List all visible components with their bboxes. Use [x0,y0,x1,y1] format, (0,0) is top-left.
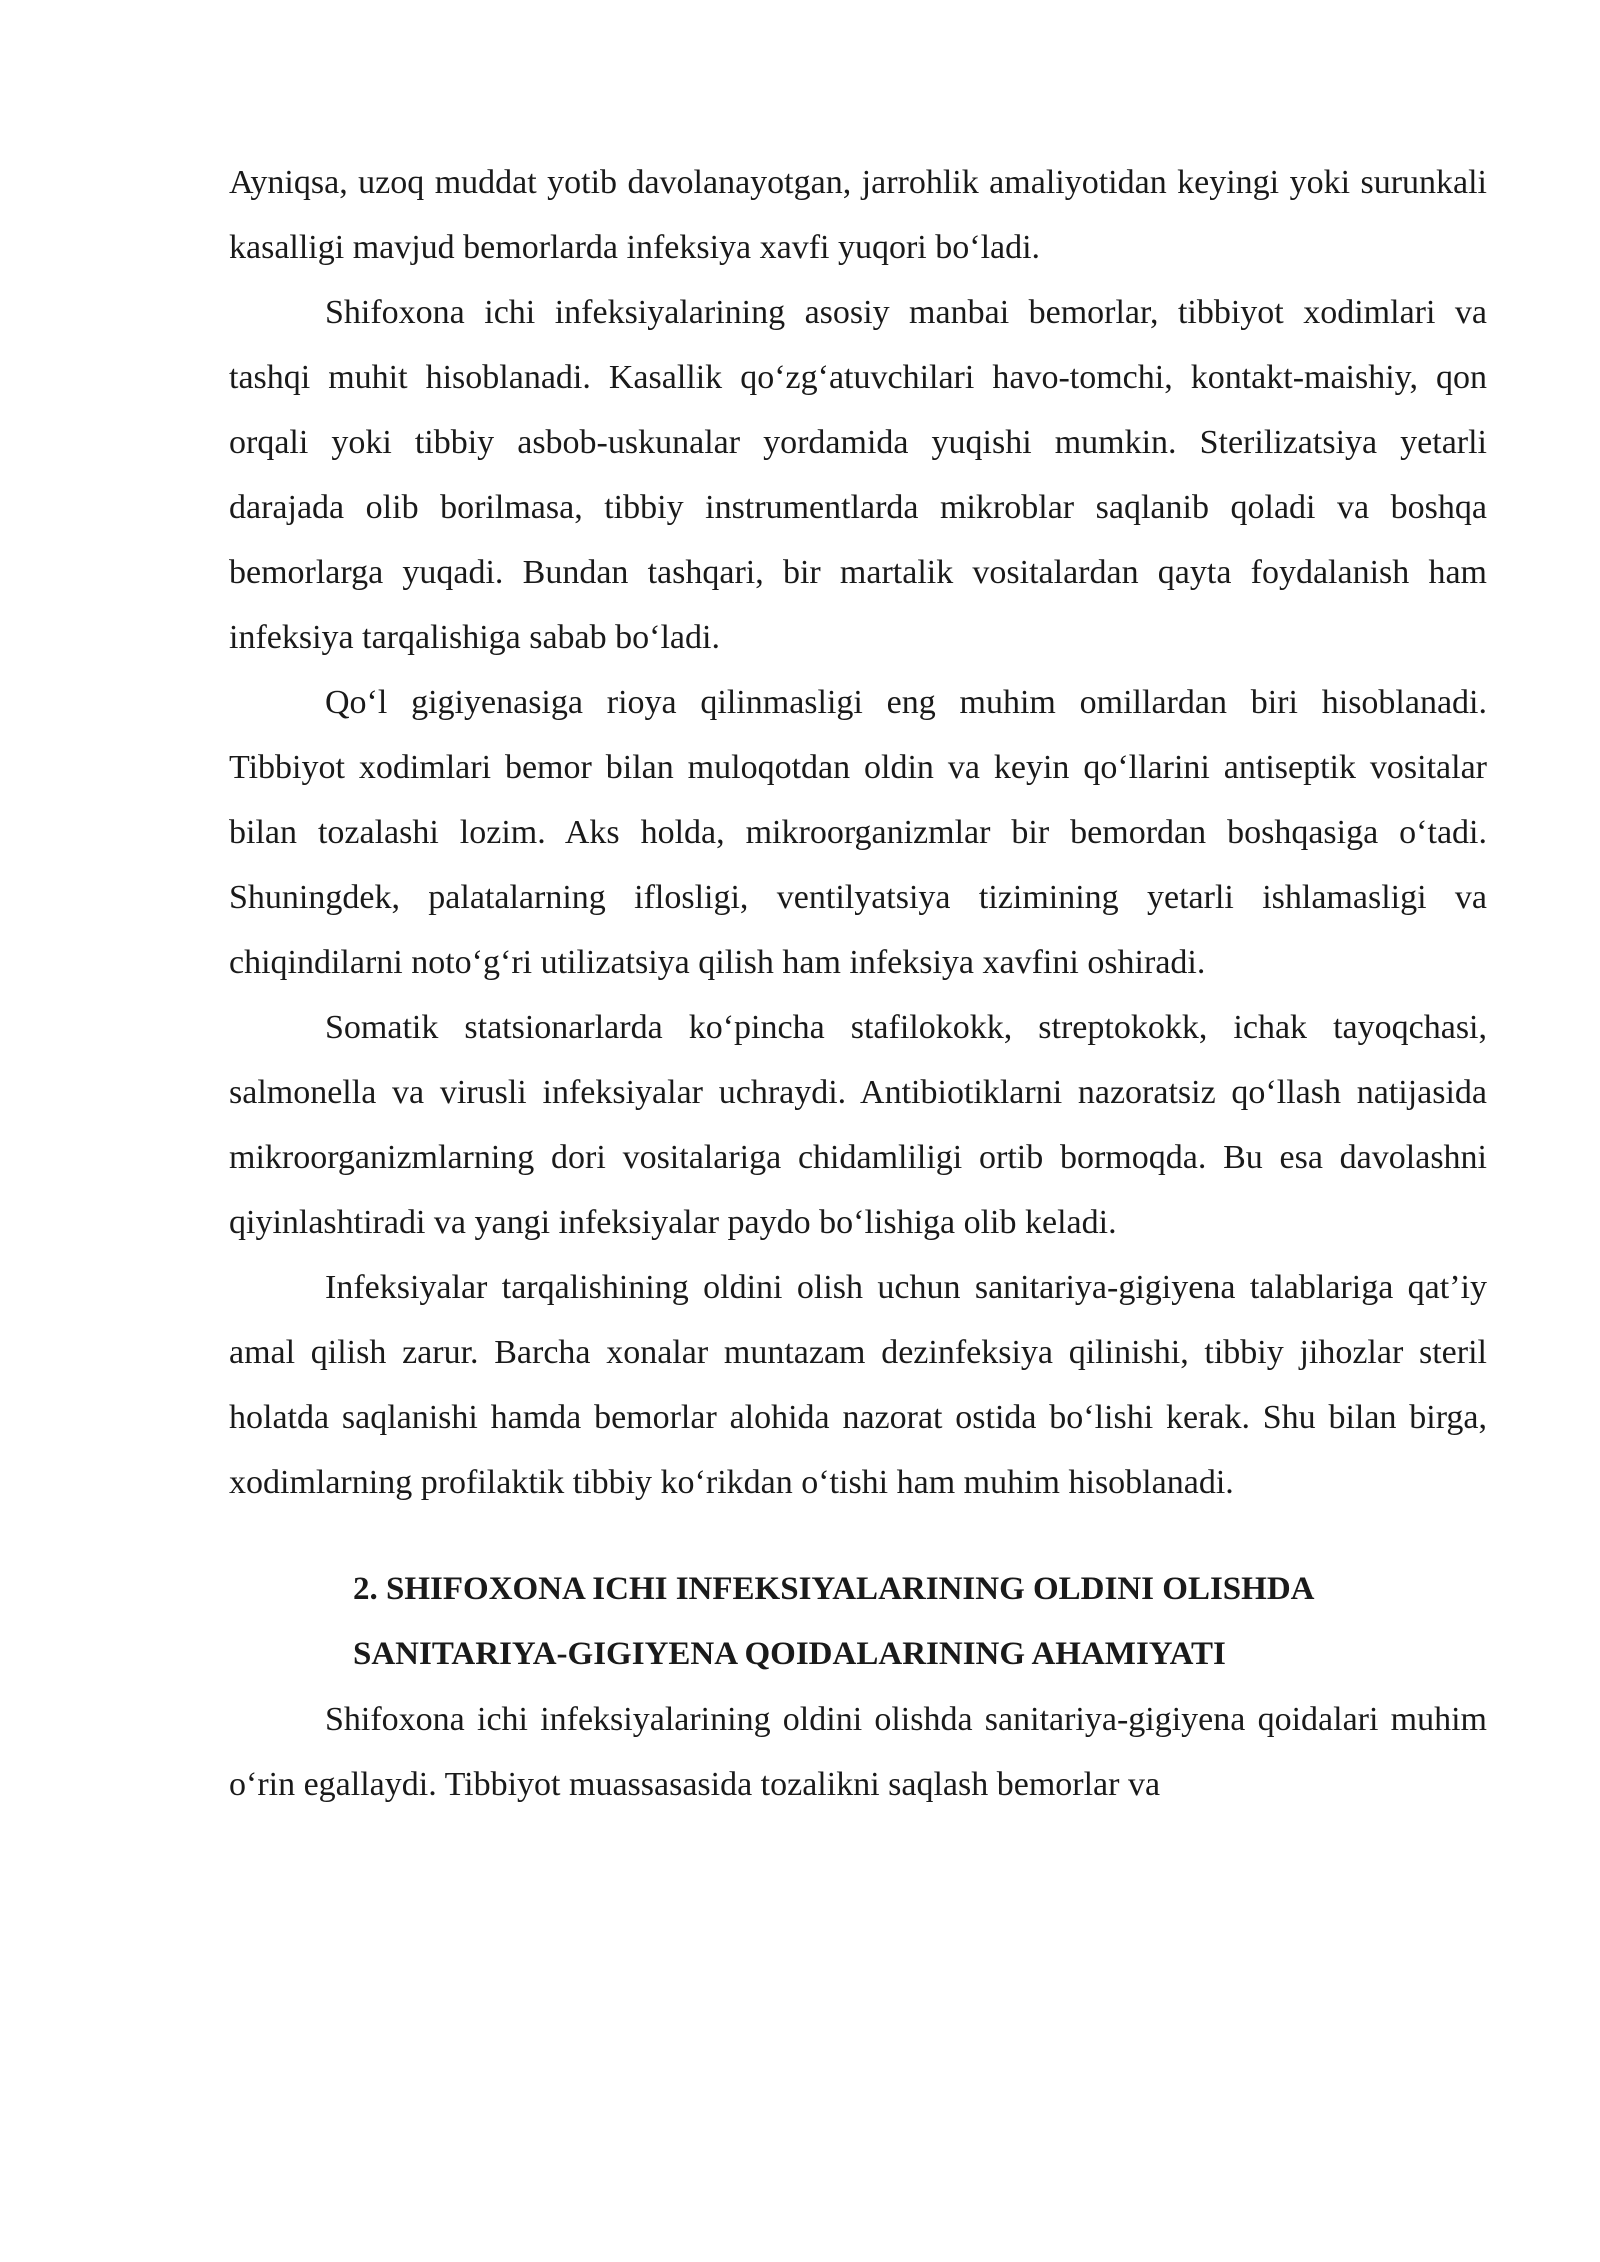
section-heading-line-2: SANITARIYA-GIGIYENA QOIDALARINING AHAMIYATI [353,1636,1226,1672]
section-heading [353,1557,1363,1687]
section-heading-line-1: 2. SHIFOXONA ICHI INFEKSIYALARINING OLDINI OLISHDA [353,1571,1315,1607]
paragraph-prevention: Infeksiyalar tarqalishining oldini olish uchun sanitariya-gigiyena talablariga qat’iy amal qilish zarur. Barcha xonalar muntazam dezinfeksiya qilinishi, tibbiy jihozlar steril holatda saqlanishi hamda bemorlar alohida nazorat ostida bo‘lishi kerak. Shu bilan birga, xodimlarning profilaktik tibbiy ko‘rikdan o‘tishi ham muhim hisoblanadi. [229,1269,1487,1501]
paragraph-infection-sources: Shifoxona ichi infeksiyalarining asosiy manbai bemorlar, tibbiyot xodimlari va tashqi muhit hisoblanadi. Kasallik qo‘zg‘atuvchilari havo-tomchi, kontakt-maishiy, qon orqali yoki tibbiy asbob-uskunalar yordamida yuqishi mumkin. Sterilizatsiya yetarli darajada olib borilmasa, tibbiy instrumentlarda mikroblar saqlanib qoladi va boshqa bemorlarga yuqadi. Bundan tashqari, bir martalik vositalardan qayta foydalanish ham infeksiya tarqalishiga sabab bo‘ladi. [229,294,1487,656]
paragraph-hand-hygiene: Qo‘l gigiyenasiga rioya qilinmasligi eng muhim omillardan biri hisoblanadi. Tibbiyot xodimlari bemor bilan muloqotdan oldin va keyin qo‘llarini antiseptik vositalar bilan tozalashi lozim. Aks holda, mikroorganizmlar bir bemordan boshqasiga o‘tadi. Shuningdek, palatalarning iflosligi, ventilyatsiya tizimining yetarli ishlamasligi va chiqindilarni noto‘g‘ri utilizatsiya qilish ham infeksiya xavfini oshiradi. [229,684,1487,981]
document-page [229,150,1487,1817]
paragraph-pathogens: Somatik statsionarlarda ko‘pincha stafilokokk, streptokokk, ichak tayoqchasi, salmonella va virusli infeksiyalar uchraydi. Antibiotiklarni nazoratsiz qo‘llash natijasida mikroorganizmlarning dori vositalariga chidamliligi ortib bormoqda. Bu esa davolashni qiyinlashtiradi va yangi infeksiyalar paydo bo‘lishiga olib keladi. [229,1009,1487,1241]
paragraph-section-intro: Shifoxona ichi infeksiyalarining oldini olishda sanitariya-gigiyena qoidalari muhim o‘rin egallaydi. Tibbiyot muassasasida tozalikni saqlash bemorlar va [229,1701,1487,1803]
paragraph-continuation: Ayniqsa, uzoq muddat yotib davolanayotgan, jarrohlik amaliyotidan keyingi yoki surunkali kasalligi mavjud bemorlarda infeksiya xavfi yuqori bo‘ladi. [229,164,1487,266]
